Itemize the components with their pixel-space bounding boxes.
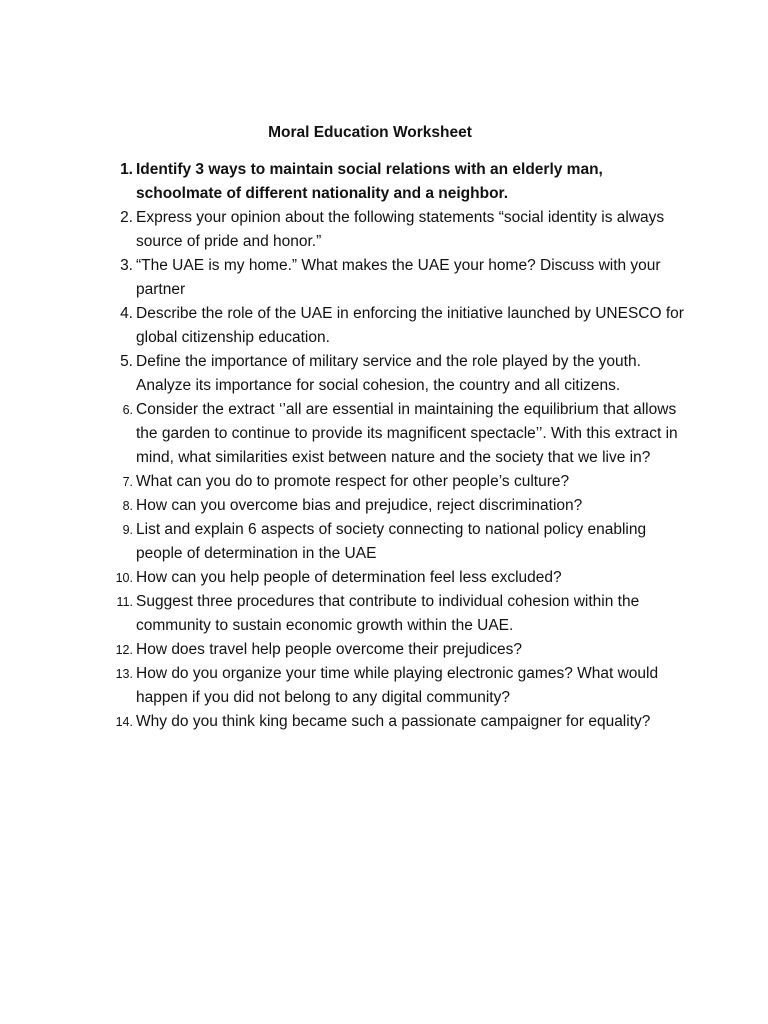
question-text: Describe the role of the UAE in enforcing the initiative launched by UNESCO for global citizenship education.: [136, 305, 684, 346]
question-item: [105, 254, 685, 302]
question-item: [105, 494, 685, 518]
page-title: Moral Education Worksheet: [268, 124, 472, 141]
question-item: [105, 590, 685, 638]
question-number: 11.: [116, 595, 133, 609]
question-item: [105, 470, 685, 494]
question-text: Why do you think king became such a passionate campaigner for equality?: [136, 713, 651, 730]
question-text: How do you organize your time while playing electronic games? What would happen if you did not belong to any digital community?: [136, 665, 659, 706]
question-text: How does travel help people overcome their prejudices?: [136, 641, 522, 658]
question-list: [105, 158, 685, 734]
question-number: 10.: [115, 571, 133, 585]
question-text: List and explain 6 aspects of society connecting to national policy enabling people of determination in the UAE: [136, 521, 647, 562]
question-text: Consider the extract ‘’all are essential in maintaining the equilibrium that allows the garden to continue to provide its magnificent spectacle’’. With this extract in mind, what similarities exist between nature and the society that we live in?: [136, 401, 678, 466]
question-item: [105, 398, 685, 470]
question-item: [105, 518, 685, 566]
question-number: 3.: [120, 257, 133, 274]
question-number: 7.: [122, 475, 133, 489]
question-number: 13.: [115, 667, 133, 681]
question-number: 14.: [115, 715, 133, 729]
question-number: 9.: [122, 523, 133, 537]
question-number: 4.: [120, 305, 133, 322]
question-item: [105, 302, 685, 350]
question-number: 8.: [122, 499, 133, 513]
question-number: 6.: [122, 403, 133, 417]
question-text: How can you help people of determination feel less excluded?: [136, 569, 562, 586]
question-text: How can you overcome bias and prejudice, reject discrimination?: [136, 497, 583, 514]
question-text: “The UAE is my home.” What makes the UAE your home? Discuss with your partner: [136, 257, 661, 298]
question-item: [105, 566, 685, 590]
question-number: 5.: [120, 353, 133, 370]
question-number: 2.: [120, 209, 133, 226]
question-item: [105, 158, 685, 206]
question-item: [105, 662, 685, 710]
question-text: Suggest three procedures that contribute to individual cohesion within the community to sustain economic growth within the UAE.: [136, 593, 640, 634]
question-item: [105, 638, 685, 662]
question-item: [105, 206, 685, 254]
question-text: Identify 3 ways to maintain social relations with an elderly man, schoolmate of different nationality and a neighbor.: [136, 161, 603, 202]
question-text: Express your opinion about the following statements “social identity is always source of pride and honor.”: [136, 209, 665, 250]
question-text: Define the importance of military service and the role played by the youth. Analyze its importance for social cohesion, the country and all citizens.: [136, 353, 641, 394]
question-item: [105, 350, 685, 398]
question-item: [105, 710, 685, 734]
question-number: 1.: [120, 161, 133, 178]
question-number: 12.: [115, 643, 133, 657]
question-text: What can you do to promote respect for other people’s culture?: [136, 473, 570, 490]
